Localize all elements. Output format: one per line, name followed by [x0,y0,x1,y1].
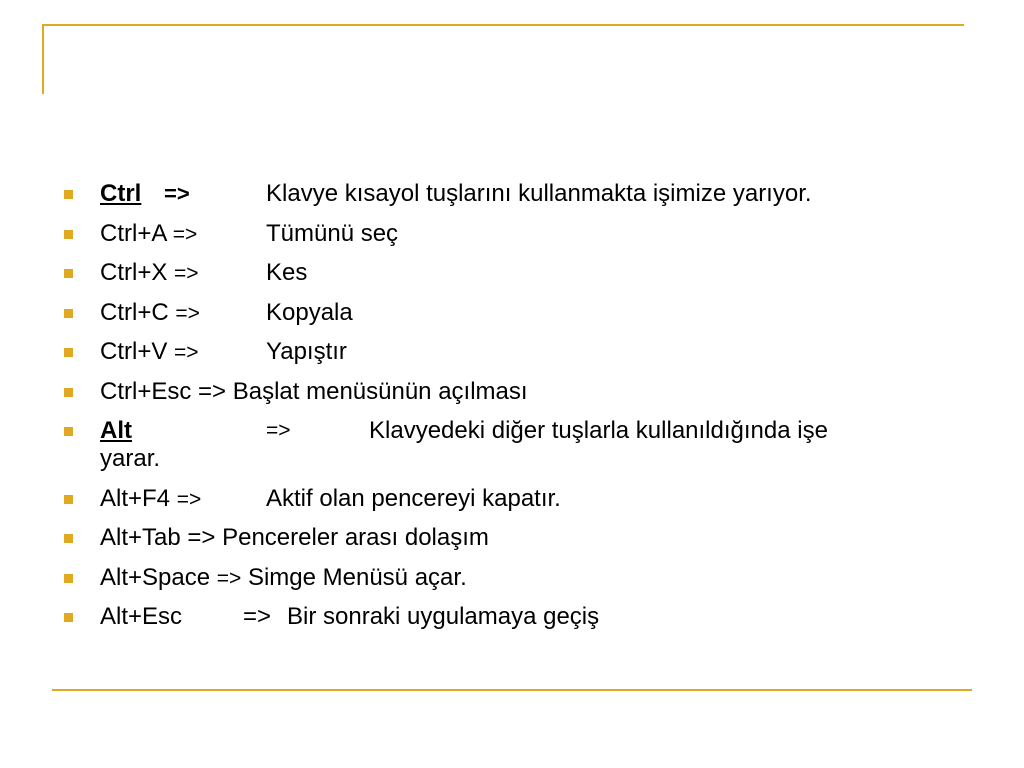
shortcut-key: Ctrl+V [100,338,168,365]
shortcut-arrow: => [174,341,199,364]
shortcut-arrow: => [216,566,242,590]
shortcut-arrow: => [187,524,216,551]
shortcut-description-continued: yarar. [100,445,161,472]
shortcut-description: Başlat menüsünün açılması [232,377,528,405]
list-item-alt-tab [0,524,960,552]
shortcut-key: Ctrl+C [100,298,169,326]
bullet-icon [64,230,73,239]
bullet-icon [64,613,73,622]
bullet-icon [64,495,73,504]
shortcut-arrow: => [198,377,227,405]
list-item-alt [0,417,960,473]
bullet-icon [64,574,73,583]
shortcut-description: Tümünü seç [266,219,399,247]
shortcut-list [0,180,1024,643]
list-item-alt-space [0,564,960,592]
shortcut-description: Kes [266,259,308,286]
bullet-icon [64,427,73,436]
shortcut-arrow: => [266,419,291,442]
bottom-border-line [52,689,972,691]
shortcut-key: Ctrl [100,180,142,207]
shortcut-key: Alt+F4 [100,484,171,512]
shortcut-arrow: => [164,181,190,206]
shortcut-key: Alt+Tab [100,524,181,551]
top-border-line [42,24,964,26]
list-item-ctrl-v [0,338,960,366]
shortcut-description: Yapıştır [266,338,347,365]
bullet-icon [64,388,73,397]
bullet-icon [64,534,73,543]
shortcut-description: Bir sonraki uygulamaya geçiş [287,603,600,630]
shortcut-key: Alt+Esc [100,603,183,630]
list-item-ctrl [0,180,960,208]
list-item-ctrl-x [0,259,960,287]
shortcut-key: Ctrl+A [100,219,167,247]
bullet-icon [64,309,73,318]
shortcut-key: Ctrl+X [100,259,168,286]
shortcut-key: Alt [100,417,132,444]
shortcut-description: Klavye kısayol tuşlarını kullanmakta işimize yarıyor. [266,180,812,207]
shortcut-description: Pencereler arası dolaşım [222,524,489,551]
shortcut-description: Aktif olan pencereyi kapatır. [266,484,561,512]
shortcut-arrow: => [174,262,199,285]
shortcut-arrow: => [243,603,272,630]
shortcut-description: Klavyedeki diğer tuşlarla kullanıldığında işe [369,417,828,444]
shortcut-arrow: => [175,301,200,325]
bullet-icon [64,269,73,278]
list-item-alt-esc [0,603,960,631]
list-item-ctrl-esc [0,378,960,406]
shortcut-arrow: => [172,222,198,246]
list-item-ctrl-a [0,220,960,248]
shortcut-arrow: => [176,487,202,511]
shortcut-key: Ctrl+Esc [100,377,192,405]
bullet-icon [64,348,73,357]
left-border-line [42,24,44,94]
shortcut-description: Kopyala [266,298,353,326]
shortcut-key: Alt+Space [100,563,211,591]
list-item-ctrl-c [0,299,960,327]
bullet-icon [64,190,73,199]
list-item-alt-f4 [0,485,960,513]
shortcut-description: Simge Menüsü açar. [247,563,467,591]
